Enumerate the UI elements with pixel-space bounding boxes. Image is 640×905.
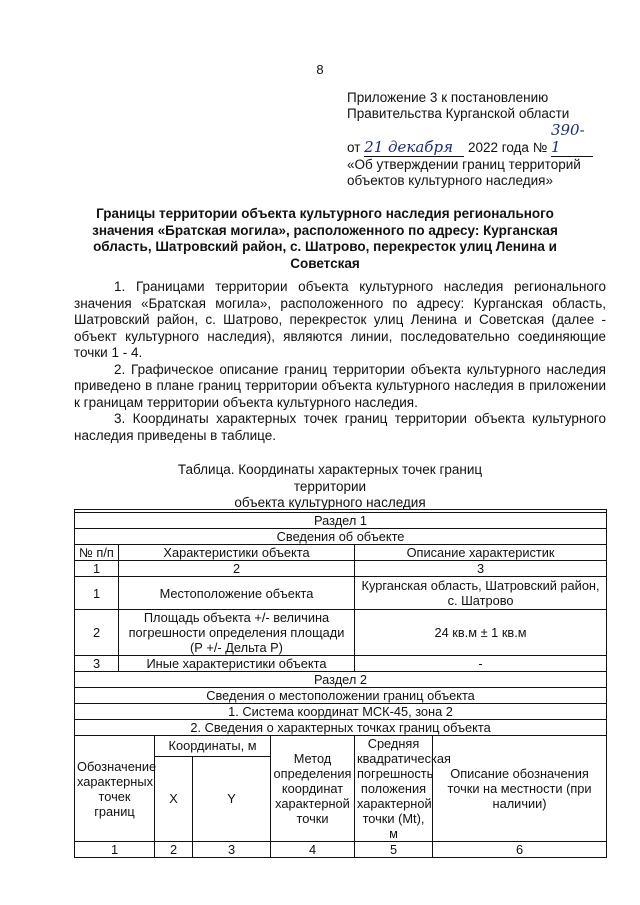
row-1-number: 1 xyxy=(75,577,119,610)
table-caption xyxy=(140,462,520,512)
paragraph-2: 2. Графическое описание границ территории объекта культурного наследия приведено в плане границ территории объекта культурного наследия в приложении к границам территории объекта культурного наследия. xyxy=(74,361,606,410)
coordinates-table xyxy=(74,509,607,858)
handwritten-number: 390-1 xyxy=(551,122,593,157)
table-row xyxy=(75,610,607,656)
row-2-characteristic: Площадь объекта +/- величина погрешности определения площади (Р +/- Дельта Р) xyxy=(119,610,355,656)
head-y: Y xyxy=(193,756,271,841)
head-characteristics: Характеристики объекта xyxy=(119,545,355,561)
date-prefix: от xyxy=(347,140,361,155)
paragraph-1: 1. Границами территории объекта культурного наследия регионального значения «Братская могила», расположенного по адресу: Курганская область, Шатровский район, с. Шатрово, перекресток улиц Ленина и Советская (далее - объект культурного наследия), являются линии, последовательно соединяющие точки 1 - 4. xyxy=(74,279,606,360)
row-2-value: 24 кв.м ± 1 кв.м xyxy=(355,610,607,656)
row-2-number: 2 xyxy=(75,610,119,656)
pt-num-6: 6 xyxy=(433,842,607,858)
appendix-date-line xyxy=(347,122,617,157)
section-1-header: Раздел 1 xyxy=(75,513,607,529)
pt-num-5: 5 xyxy=(355,842,433,858)
table-caption-line-2: объекта культурного наследия xyxy=(234,495,426,510)
row-3-characteristic: Иные характеристики объекта xyxy=(119,656,355,672)
date-suffix: 2022 года № xyxy=(467,140,548,155)
appendix-line-2: Правительства Курганской области xyxy=(347,106,570,121)
page-number: 8 xyxy=(316,62,324,77)
head-number: № п/п xyxy=(75,545,119,561)
head-num-1: 1 xyxy=(75,561,119,577)
appendix-line-1: Приложение 3 к постановлению xyxy=(347,90,549,105)
head-error: Средняя квадратическая погрешность положения характерной точки (Mt), м xyxy=(355,736,433,842)
row-1-characteristic: Местоположение объекта xyxy=(119,577,355,610)
handwritten-date: 21 декабря xyxy=(364,139,464,157)
appendix-line-4: «Об утверждении границ территорий xyxy=(347,157,581,172)
table-row xyxy=(75,577,607,610)
head-x: X xyxy=(155,756,193,841)
row-1-value: Курганская область, Шатровский район, с. Шатрово xyxy=(355,577,607,610)
pt-num-3: 3 xyxy=(193,842,271,858)
appendix-block xyxy=(347,90,617,189)
coordinate-system: 1. Система координат МСК-45, зона 2 xyxy=(75,704,607,720)
appendix-line-5: объектов культурного наследия» xyxy=(347,173,553,188)
points-title: 2. Сведения о характерных точках границ объекта xyxy=(75,720,607,736)
table-row xyxy=(75,656,607,672)
paragraph-3: 3. Координаты характерных точек границ территории объекта культурного наследия приведены в таблице. xyxy=(74,411,606,443)
row-3-value: - xyxy=(355,656,607,672)
section-2-header: Раздел 2 xyxy=(75,672,607,688)
section-1-subheader: Сведения об объекте xyxy=(75,529,607,545)
section-2-subheader: Сведения о местоположении границ объекта xyxy=(75,688,607,704)
pt-num-2: 2 xyxy=(155,842,193,858)
head-description: Описание характеристик xyxy=(355,545,607,561)
pt-num-4: 4 xyxy=(271,842,355,858)
head-point-description: Описание обозначения точки на местности (при наличии) xyxy=(433,736,607,842)
head-designation: Обозначение характерных точек границ xyxy=(75,736,155,842)
head-coords: Координаты, м xyxy=(155,736,271,757)
head-num-2: 2 xyxy=(119,561,355,577)
head-num-3: 3 xyxy=(355,561,607,577)
pt-num-1: 1 xyxy=(75,842,155,858)
document-title: Границы территории объекта культурного наследия регионального значения «Братская могила», расположенного по адресу: Курганская область, Шатровский район, с. Шатрово, перекресток улиц Ленина и Советская xyxy=(92,206,558,271)
document-body xyxy=(74,279,606,444)
row-3-number: 3 xyxy=(75,656,119,672)
head-method: Метод определения координат характерной точки xyxy=(271,736,355,842)
table-caption-line-1: Таблица. Координаты характерных точек границ территории xyxy=(177,462,483,494)
